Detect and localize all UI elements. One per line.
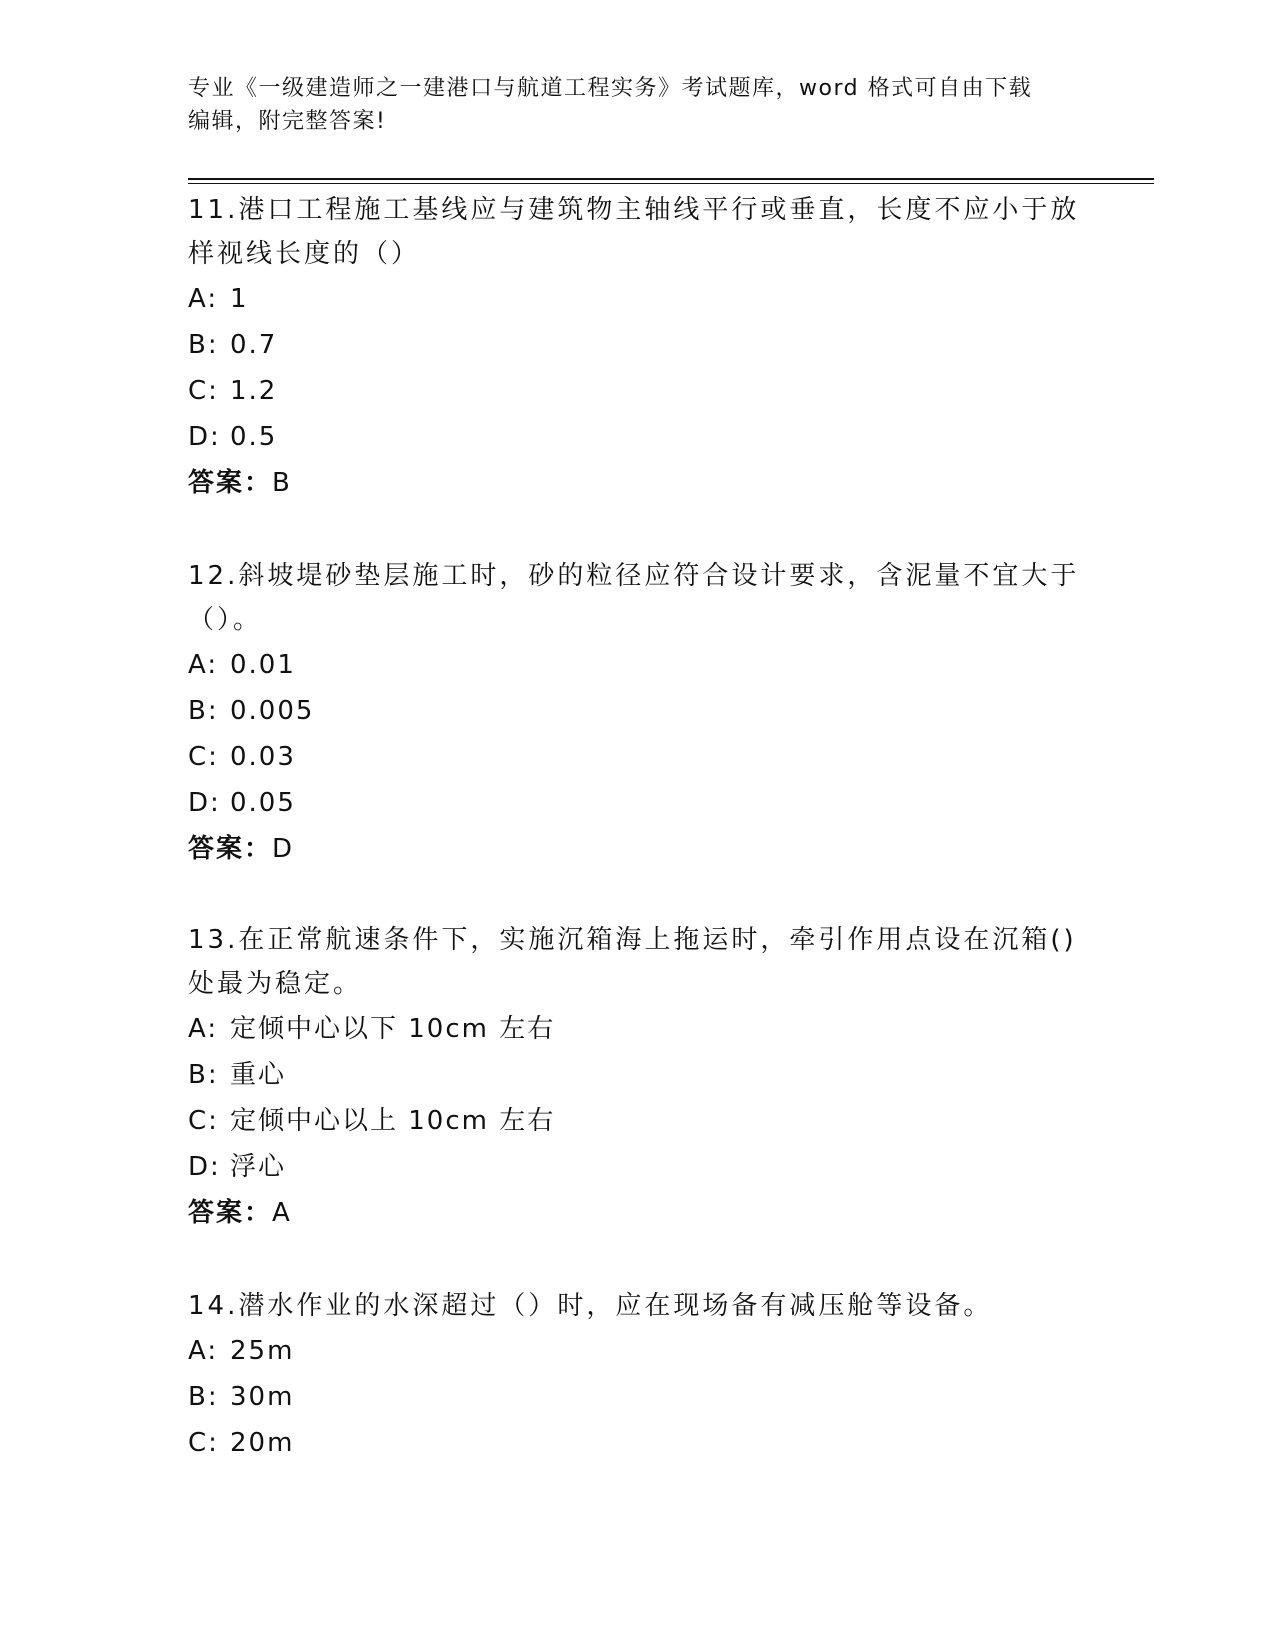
- option-letter: C:: [188, 742, 219, 772]
- option-text: 1.2: [230, 376, 278, 406]
- option-c: [188, 1420, 1088, 1466]
- option-text: 25m: [230, 1336, 295, 1366]
- answer-value: B: [272, 468, 292, 498]
- option-letter: D:: [188, 788, 221, 818]
- option-letter: B:: [188, 696, 219, 726]
- option-text: 0.03: [230, 742, 296, 772]
- question-13: [188, 918, 1088, 1236]
- question-text: [188, 188, 1088, 276]
- option-d: [188, 414, 1088, 460]
- question-text-line-1: 14.潜水作业的水深超过（）时，应在现场备有减压舱等设备。: [188, 1291, 993, 1321]
- answer-value: A: [272, 1198, 292, 1228]
- question-text-line-1: 12.斜坡堤砂垫层施工时，砂的粒径应符合设计要求，含泥量不宜大于: [188, 561, 1080, 591]
- option-letter: C:: [188, 376, 219, 406]
- question-text-line-2: （）。: [188, 605, 263, 635]
- question-text: [188, 1284, 1088, 1328]
- answer: [188, 460, 1088, 506]
- option-a: [188, 1328, 1088, 1374]
- option-letter: A:: [188, 1014, 219, 1044]
- option-letter: C:: [188, 1106, 219, 1136]
- option-b: [188, 688, 1088, 734]
- question-12: [188, 554, 1088, 872]
- question-text-line-2: 处最为稳定。: [188, 969, 363, 999]
- answer: [188, 826, 1088, 872]
- option-a: [188, 276, 1088, 322]
- answer-label: 答案：: [188, 834, 273, 864]
- option-d: [188, 1144, 1088, 1190]
- option-text: 重心: [230, 1060, 287, 1090]
- option-text: 0.5: [230, 422, 278, 452]
- option-letter: B:: [188, 330, 219, 360]
- option-a: [188, 642, 1088, 688]
- question-14: [188, 1284, 1088, 1466]
- answer-label: 答案：: [188, 468, 273, 498]
- option-text: 0.005: [230, 696, 315, 726]
- option-letter: A:: [188, 284, 219, 314]
- option-text: 定倾中心以下 10cm 左右: [230, 1014, 556, 1044]
- answer-label: 答案：: [188, 1198, 273, 1228]
- question-text-line-2: 样视线长度的（）: [188, 239, 421, 269]
- answer: [188, 1190, 1088, 1236]
- option-b: [188, 1374, 1088, 1420]
- option-text: 0.01: [230, 650, 296, 680]
- header-rule-thick: [188, 178, 1154, 180]
- option-text: 1: [230, 284, 249, 314]
- option-letter: A:: [188, 1336, 219, 1366]
- question-text: [188, 554, 1088, 642]
- option-a: [188, 1006, 1088, 1052]
- header-rule-thin: [188, 183, 1154, 184]
- header-line-2: 编辑，附完整答案!: [188, 109, 387, 134]
- document-header: [188, 72, 1088, 138]
- option-letter: B:: [188, 1382, 219, 1412]
- question-text-line-1: 13.在正常航速条件下，实施沉箱海上拖运时，牵引作用点设在沉箱(): [188, 925, 1077, 955]
- option-text: 20m: [230, 1428, 295, 1458]
- option-text: 0.05: [230, 788, 296, 818]
- option-c: [188, 368, 1088, 414]
- option-letter: A:: [188, 650, 219, 680]
- option-text: 浮心: [230, 1152, 287, 1182]
- option-c: [188, 1098, 1088, 1144]
- option-letter: B:: [188, 1060, 219, 1090]
- option-b: [188, 1052, 1088, 1098]
- question-text-line-1: 11.港口工程施工基线应与建筑物主轴线平行或垂直，长度不应小于放: [188, 195, 1080, 225]
- option-text: 0.7: [230, 330, 278, 360]
- option-letter: C:: [188, 1428, 219, 1458]
- header-line-1: 专业《一级建造师之一建港口与航道工程实务》考试题库，word 格式可自由下载: [188, 76, 1033, 101]
- option-text: 30m: [230, 1382, 295, 1412]
- question-text: [188, 918, 1088, 1006]
- option-c: [188, 734, 1088, 780]
- option-letter: D:: [188, 1152, 221, 1182]
- question-11: [188, 188, 1088, 506]
- option-letter: D:: [188, 422, 221, 452]
- option-b: [188, 322, 1088, 368]
- answer-value: D: [272, 834, 295, 864]
- option-text: 定倾中心以上 10cm 左右: [230, 1106, 556, 1136]
- option-d: [188, 780, 1088, 826]
